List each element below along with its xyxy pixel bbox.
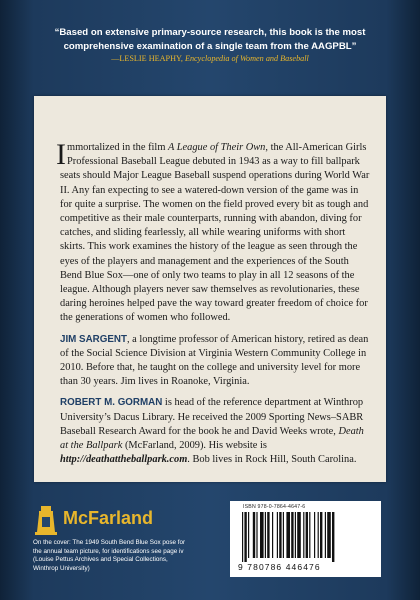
- gorman-bio-c: . Bob lives in Rock Hill, South Carolina.: [187, 454, 357, 466]
- cover-caption: [33, 539, 233, 573]
- film-title: A League of Their Own: [168, 142, 266, 153]
- caption-line-1: On the cover: The 1949 South Bend Blue Sox pose for: [33, 539, 186, 546]
- publisher-emblem-icon: [33, 505, 59, 535]
- author-bio-sargent: [60, 333, 370, 390]
- barcode-digits: 9 780786 446476: [238, 562, 321, 572]
- caption-line-4: Winthrop University): [33, 564, 90, 572]
- quote-line-1: “Based on extensive primary-source research, this book is the most: [54, 27, 366, 38]
- author-name-gorman: ROBERT M. GORMAN: [60, 397, 163, 409]
- gorman-bio-a: is head of the reference department at Winthrop University’s Dacus Library. He received the 2009 Sporting News–SABR Baseball Research Award for the book he and David Weeks wrote,: [60, 397, 364, 437]
- intro-part-a: mmortalized in the film: [67, 142, 168, 153]
- intro-part-b: , the All-American Girls Professional Baseball League debuted in 1943 as a way to fill ballpark seats should Major League Baseball suspend operations during World War II. Any fan expecting to see a watered-down version of the game was in for quite a surprise. The women on the field proved every bit as tough and competitive as their male counterparts, running with abandon, diving for catches, and sliding fearlessly, all while wearing uniforms with short skirts. This work examines the history of the league as seen through the eyes of the players and management and the experiences of the South Bend Blue Sox—one of only two teams to play in all 12 seasons of the league. Although players never saw themselves as revolutionaries, these daring heroines helped pave the way toward greater freedom of choice for the generations of women who followed.: [60, 142, 370, 324]
- quote-line-2: comprehensive examination of a single team from the AAGPBL”: [63, 40, 357, 52]
- caption-line-3: (Louise Pettus Archives and Special Collections,: [33, 556, 168, 564]
- gorman-book-title: Death at the Ballpark: [60, 425, 364, 452]
- drop-cap: I: [56, 138, 66, 171]
- author-bio-sargent-text: , a longtime professor of American history, retired as dean of the Social Science Division at Virginia Western Community College in 2010. Before that, he taught on the college and university level for more than 30 years. Jim lives in Roanoke, Virginia.: [60, 333, 369, 388]
- description-paragraph: [56, 138, 370, 326]
- publisher-name: McFarland: [63, 508, 154, 528]
- publisher-logo: [33, 505, 193, 535]
- description-text: [56, 138, 370, 474]
- isbn-label: ISBN 978-0-7864-4647-6: [243, 504, 306, 510]
- attribution-name: —LESLIE HEAPHY,: [111, 54, 183, 63]
- author-name-sargent: JIM SARGENT: [60, 333, 127, 345]
- quote-attribution: [0, 54, 420, 63]
- gorman-website: http://deathattheballpark.com: [60, 454, 188, 466]
- author-bio-gorman: [60, 396, 370, 467]
- barcode-icon: [242, 512, 370, 562]
- gorman-bio-b: (McFarland, 2009). His website is: [122, 440, 267, 452]
- attribution-work: Encyclopedia of Women and Baseball: [184, 54, 309, 63]
- caption-line-2: the annual team picture, for identifications see page iv: [33, 547, 184, 555]
- endorsement-quote: [0, 26, 420, 53]
